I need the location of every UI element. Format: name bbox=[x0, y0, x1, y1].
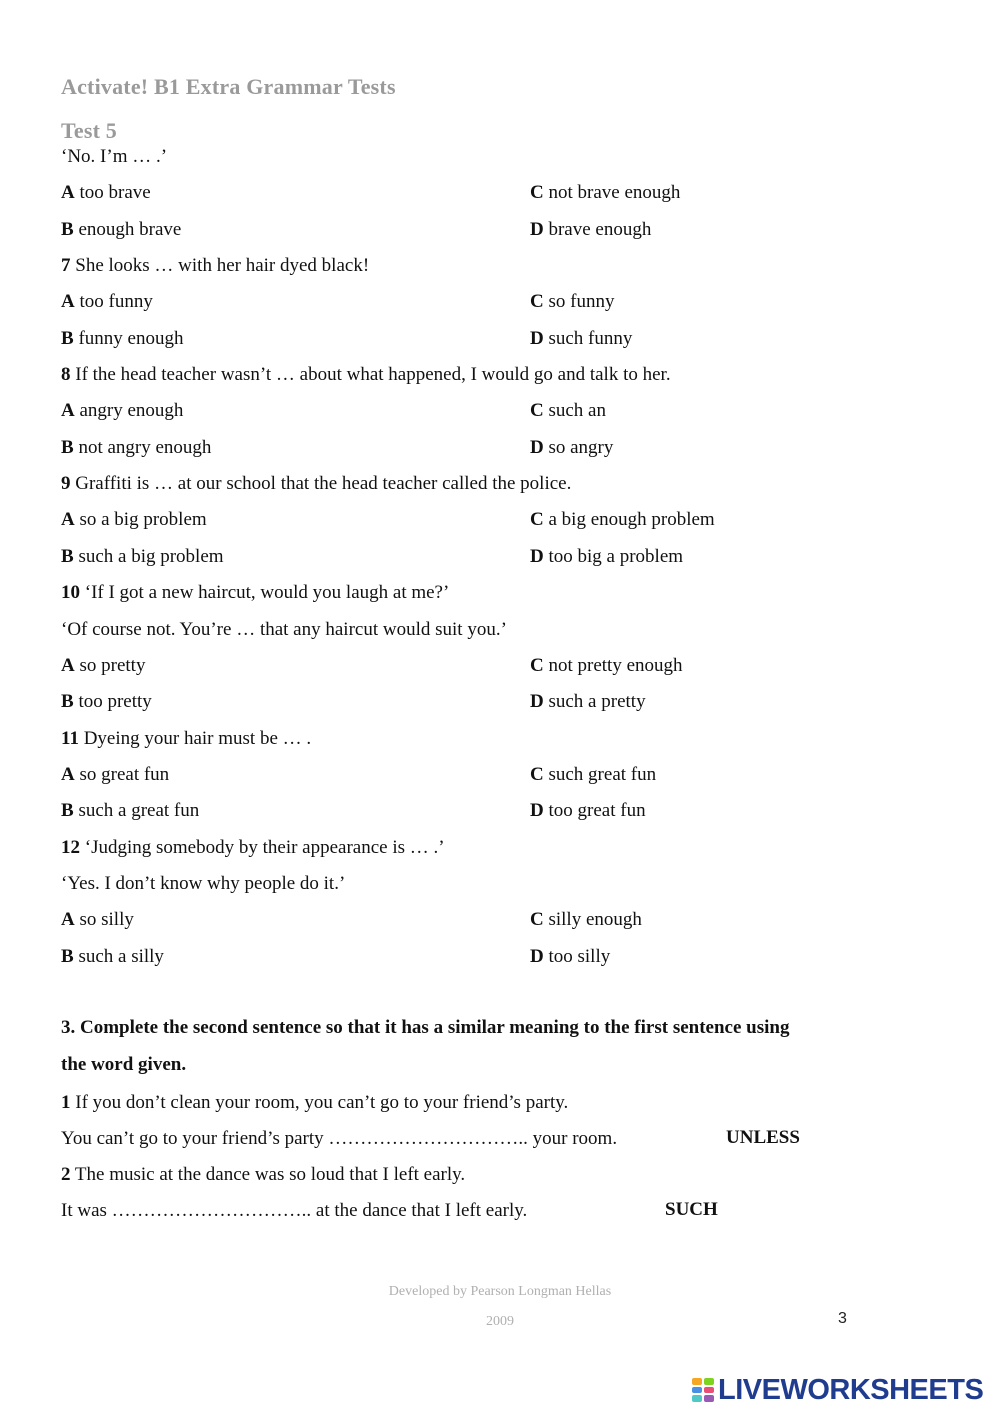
section-3-instructions: 3. Complete the second sentence so that it has a similar meaning to the first sentence using bbox=[61, 1017, 790, 1038]
option-text: so a big problem bbox=[79, 509, 207, 530]
q11-option-d[interactable] bbox=[530, 799, 646, 823]
q12-option-b[interactable] bbox=[61, 945, 164, 969]
item-text: If you don’t clean your room, you can’t go to your friend’s party. bbox=[75, 1092, 569, 1113]
question-number: 7 bbox=[61, 255, 71, 276]
q10-option-d[interactable] bbox=[530, 690, 646, 714]
q7-option-d[interactable] bbox=[530, 327, 632, 351]
question-text: If the head teacher wasn’t … about what happened, I would go and talk to her. bbox=[75, 364, 671, 385]
question-number: 10 bbox=[61, 582, 80, 603]
option-letter: C bbox=[530, 182, 544, 203]
q7-option-b[interactable] bbox=[61, 327, 183, 351]
question-text: She looks … with her hair dyed black! bbox=[75, 255, 370, 276]
q11-option-b[interactable] bbox=[61, 799, 199, 823]
liveworksheets-logo-icon bbox=[692, 1378, 714, 1402]
option-text: too big a problem bbox=[548, 546, 684, 567]
option-text: silly enough bbox=[548, 909, 642, 930]
option-letter: D bbox=[530, 946, 544, 967]
question-number: 11 bbox=[61, 728, 79, 749]
s3-item-1-prompt[interactable]: You can’t go to your friend’s party ………………………….. your room. bbox=[61, 1128, 618, 1149]
option-letter: D bbox=[530, 691, 544, 712]
option-letter: A bbox=[61, 909, 75, 930]
option-text: too pretty bbox=[78, 691, 152, 712]
option-text: such a silly bbox=[78, 946, 164, 967]
option-letter: B bbox=[61, 691, 74, 712]
option-letter: D bbox=[530, 437, 544, 458]
option-text: such funny bbox=[548, 328, 633, 349]
s3-item-2-sentence bbox=[61, 1163, 465, 1187]
q6-option-d[interactable] bbox=[530, 218, 651, 242]
option-text: such a pretty bbox=[548, 691, 646, 712]
option-letter: A bbox=[61, 291, 75, 312]
document-title: Activate! B1 Extra Grammar Tests bbox=[61, 74, 396, 99]
option-text: so funny bbox=[548, 291, 615, 312]
q7-option-a[interactable] bbox=[61, 290, 153, 314]
option-text: such an bbox=[548, 400, 606, 421]
item-number: 1 bbox=[61, 1092, 71, 1113]
option-text: not angry enough bbox=[78, 437, 212, 458]
question-text: Graffiti is … at our school that the head teacher called the police. bbox=[75, 473, 572, 494]
option-letter: C bbox=[530, 509, 544, 530]
q8-option-a[interactable] bbox=[61, 399, 183, 423]
question-7-stem bbox=[61, 254, 369, 278]
logo-text: LIVEWORKSHEETS bbox=[718, 1373, 984, 1406]
item-number: 2 bbox=[61, 1164, 71, 1185]
option-text: so silly bbox=[79, 909, 134, 930]
question-12-stem bbox=[61, 836, 445, 860]
q6-option-c[interactable] bbox=[530, 181, 680, 205]
option-letter: B bbox=[61, 800, 74, 821]
question-text: ‘Judging somebody by their appearance is … .’ bbox=[84, 837, 445, 858]
option-letter: B bbox=[61, 546, 74, 567]
question-6-stem: ‘No. I’m … .’ bbox=[61, 146, 168, 167]
s3-item-1-sentence bbox=[61, 1091, 568, 1115]
page-number: 3 bbox=[838, 1310, 847, 1327]
option-letter: A bbox=[61, 400, 75, 421]
option-text: so great fun bbox=[79, 764, 170, 785]
option-letter: D bbox=[530, 800, 544, 821]
q8-option-b[interactable] bbox=[61, 436, 211, 460]
option-letter: C bbox=[530, 291, 544, 312]
option-letter: C bbox=[530, 655, 544, 676]
s3-item-2-keyword: SUCH bbox=[665, 1199, 718, 1220]
option-text: enough brave bbox=[78, 219, 182, 240]
option-letter: C bbox=[530, 400, 544, 421]
q10-option-b[interactable] bbox=[61, 690, 152, 714]
s3-item-1-keyword: UNLESS bbox=[726, 1127, 800, 1148]
option-text: angry enough bbox=[79, 400, 184, 421]
q9-option-d[interactable] bbox=[530, 545, 683, 569]
option-letter: B bbox=[61, 437, 74, 458]
option-text: such a great fun bbox=[78, 800, 200, 821]
question-10-stem-2: ‘Of course not. You’re … that any haircut would suit you.’ bbox=[61, 619, 507, 640]
option-text: a big enough problem bbox=[548, 509, 715, 530]
option-text: such a big problem bbox=[78, 546, 224, 567]
q9-option-c[interactable] bbox=[530, 508, 715, 532]
footer-developer: Developed by Pearson Longman Hellas bbox=[388, 1284, 612, 1299]
option-letter: A bbox=[61, 509, 75, 530]
option-letter: A bbox=[61, 764, 75, 785]
section-3-instructions-2: the word given. bbox=[61, 1054, 187, 1075]
q12-option-c[interactable] bbox=[530, 908, 642, 932]
option-letter: B bbox=[61, 946, 74, 967]
option-letter: B bbox=[61, 328, 74, 349]
q10-option-a[interactable] bbox=[61, 654, 145, 678]
option-text: too great fun bbox=[548, 800, 646, 821]
option-text: so angry bbox=[548, 437, 614, 458]
question-number: 8 bbox=[61, 364, 71, 385]
question-12-stem-2: ‘Yes. I don’t know why people do it.’ bbox=[61, 873, 346, 894]
option-text: too brave bbox=[79, 182, 151, 203]
question-8-stem bbox=[61, 363, 671, 387]
q12-option-a[interactable] bbox=[61, 908, 134, 932]
q9-option-b[interactable] bbox=[61, 545, 224, 569]
footer-year: 2009 bbox=[486, 1314, 514, 1329]
option-letter: D bbox=[530, 546, 544, 567]
question-text: ‘If I got a new haircut, would you laugh at me?’ bbox=[84, 582, 450, 603]
option-text: not pretty enough bbox=[548, 655, 683, 676]
option-letter: A bbox=[61, 655, 75, 676]
question-number: 12 bbox=[61, 837, 80, 858]
q11-option-c[interactable] bbox=[530, 763, 656, 787]
q9-option-a[interactable] bbox=[61, 508, 207, 532]
option-letter: B bbox=[61, 219, 74, 240]
option-text: so pretty bbox=[79, 655, 146, 676]
q6-option-a[interactable] bbox=[61, 181, 151, 205]
option-letter: D bbox=[530, 219, 544, 240]
option-text: brave enough bbox=[548, 219, 652, 240]
option-letter: C bbox=[530, 909, 544, 930]
option-text: not brave enough bbox=[548, 182, 681, 203]
option-text: such great fun bbox=[548, 764, 657, 785]
q11-option-a[interactable] bbox=[61, 763, 169, 787]
item-text: The music at the dance was so loud that I left early. bbox=[74, 1164, 466, 1185]
s3-item-2-prompt[interactable]: It was ………………………….. at the dance that I left early. bbox=[61, 1200, 528, 1221]
option-letter: C bbox=[530, 764, 544, 785]
question-number: 9 bbox=[61, 473, 71, 494]
option-text: too silly bbox=[548, 946, 611, 967]
option-letter: D bbox=[530, 328, 544, 349]
option-text: too funny bbox=[79, 291, 153, 312]
test-title: Test 5 bbox=[61, 118, 118, 143]
question-11-stem bbox=[61, 727, 311, 751]
q10-option-c[interactable] bbox=[530, 654, 683, 678]
q8-option-d[interactable] bbox=[530, 436, 613, 460]
question-9-stem bbox=[61, 472, 571, 496]
question-text: Dyeing your hair must be … . bbox=[83, 728, 312, 749]
liveworksheets-logo[interactable] bbox=[692, 1374, 983, 1406]
option-letter: A bbox=[61, 182, 75, 203]
q6-option-b[interactable] bbox=[61, 218, 181, 242]
q7-option-c[interactable] bbox=[530, 290, 614, 314]
q8-option-c[interactable] bbox=[530, 399, 606, 423]
q12-option-d[interactable] bbox=[530, 945, 610, 969]
option-text: funny enough bbox=[78, 328, 184, 349]
question-10-stem bbox=[61, 581, 449, 605]
